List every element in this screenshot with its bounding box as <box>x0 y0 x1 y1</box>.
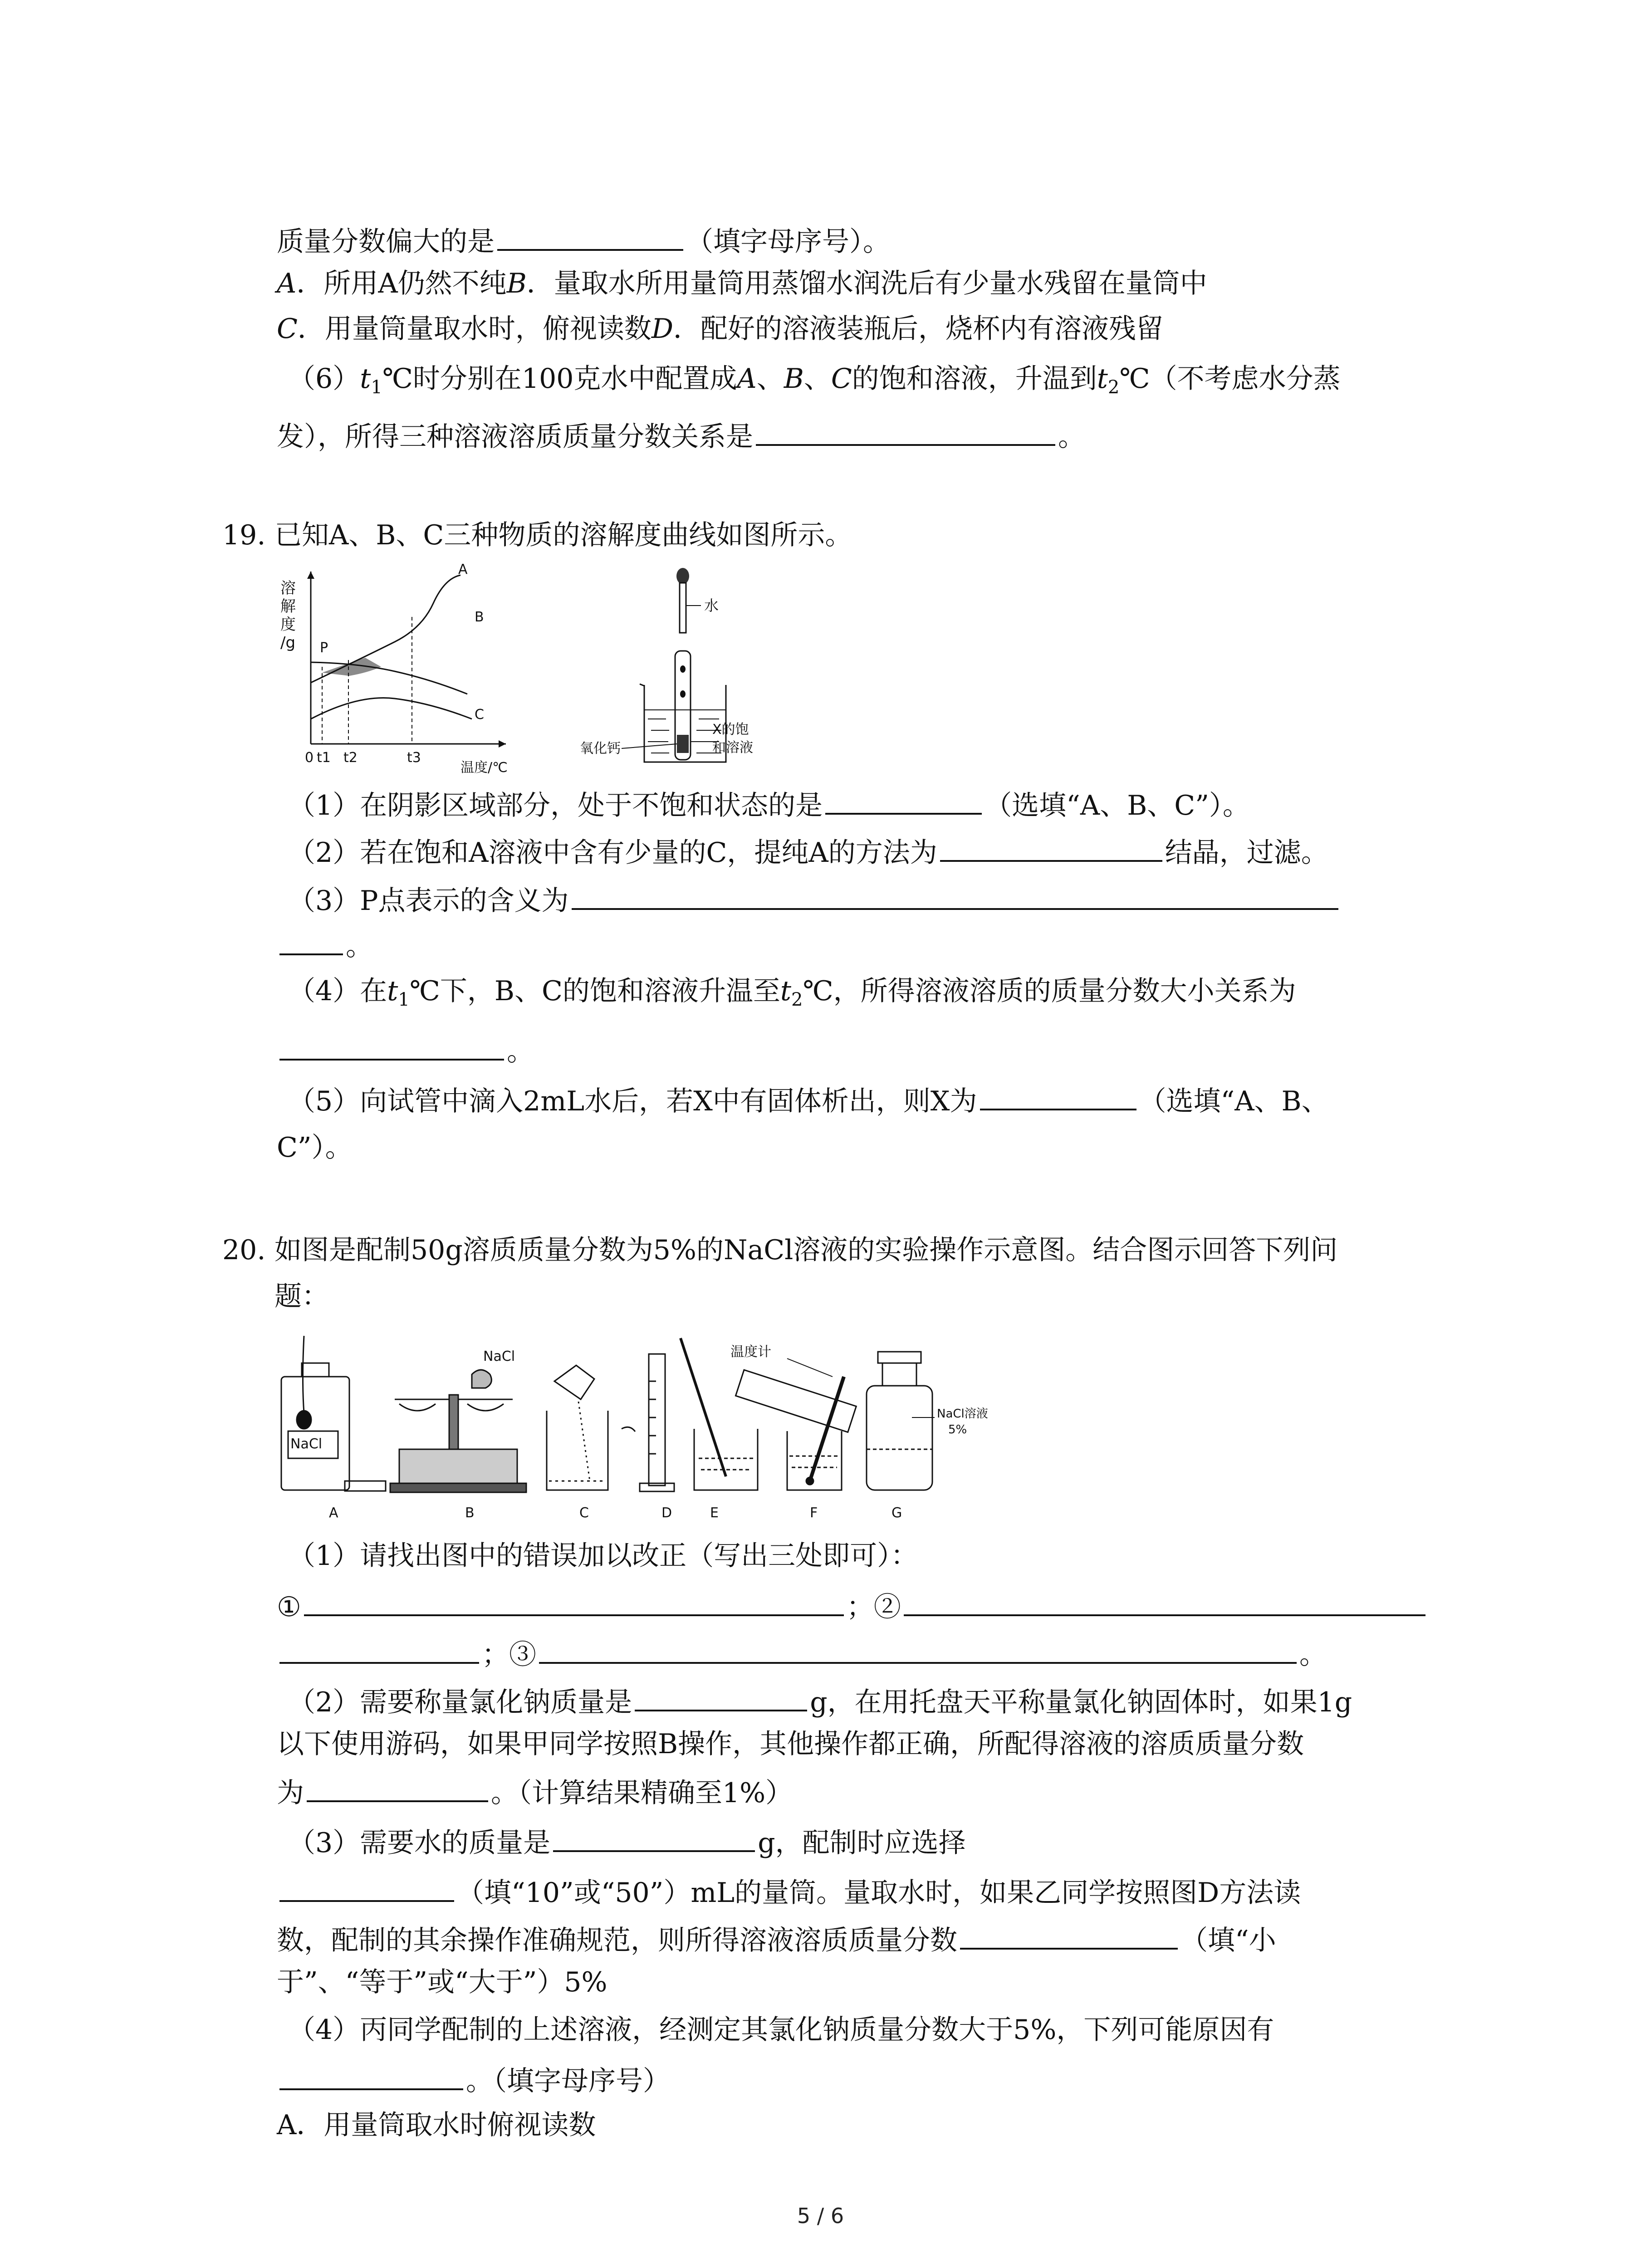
water-label: 水 <box>704 597 719 614</box>
dropper-tube <box>680 583 686 633</box>
q20-stem-line-1 <box>222 1232 1337 1268</box>
q20-3-cylinder-blank[interactable] <box>279 1871 454 1902</box>
q20-part-2-line-1: （2）需要称量氯化钠质量是 g，在用托盘天平称量氯化钠固体时，如果1g <box>288 1681 1352 1721</box>
q19-part-1: （1）在阴影区域部分，处于不饱和状态的是 （选填“A、B、C”）。 <box>288 784 1250 824</box>
fig-label-f: F <box>810 1505 818 1521</box>
correction-3-blank[interactable] <box>539 1633 1297 1664</box>
q20-part-3-line-1: （3）需要水的质量是 g，配制时应选择 <box>288 1821 966 1861</box>
q18-5-text: 质量分数偏大的是 <box>277 226 495 258</box>
graph-xlabel: 温度/℃ <box>460 760 508 776</box>
curve-c-label: C <box>475 707 484 723</box>
q20-part-1: （1）请找出图中的错误加以改正（写出三处即可）： <box>288 1540 918 1572</box>
x-label-1: X的饱 <box>712 722 749 738</box>
q19-4-answer-blank[interactable] <box>279 1030 504 1061</box>
q19-2-answer-blank[interactable] <box>940 831 1162 862</box>
graph-ylabel-4: /g <box>280 634 296 652</box>
x-label-2: 和溶液 <box>712 740 753 756</box>
q18-line-1 <box>277 220 890 260</box>
q18-options-cd: C．用量筒量取水时，俯视读数D．配好的溶液装瓶后，烧杯内有溶液残留 <box>277 313 1164 345</box>
q18-6-label: （6） <box>288 363 360 395</box>
q19-part-2: （2）若在饱和A溶液中含有少量的C，提纯A的方法为 结晶，过滤。 <box>288 831 1328 871</box>
q18-5-tail: （填字母序号）。 <box>686 226 890 258</box>
graph-point-p: P <box>320 640 328 656</box>
q19-part-4: （4）在$t_1℃$下，B、C的饱和溶液升温至$t_2℃$，所得溶液溶质的质量分数大小关系为 <box>288 975 1296 1010</box>
q20-part-3-line-2: （填“10”或“50”）mL的量筒。量取水时，如果乙同学按照图D方法读 <box>277 1871 1301 1911</box>
dropper-beaker-figure <box>576 562 771 771</box>
graph-origin: 0 <box>305 750 314 766</box>
tick-t1: t1 <box>317 750 331 766</box>
fig-label-e: E <box>710 1505 719 1521</box>
q19-3-answer-blank[interactable] <box>572 879 1338 910</box>
q19-stem <box>222 517 852 553</box>
tick-t2: t2 <box>343 750 358 766</box>
q18-6-answer-blank[interactable] <box>756 415 1055 446</box>
q18-6-line-1: $(6)t_1℃$时分别在100克水中配置成A、B、C的饱和溶液，升温到$t_2℃$（不考虑水分蒸 <box>288 363 1341 398</box>
q19-part-3-cont: 。 <box>277 924 373 964</box>
fig-label-g: G <box>892 1505 902 1521</box>
option-b-text: 量取水所用量筒用蒸馏水润洗后有少量水残留在量筒中 <box>554 268 1207 299</box>
q20-part-4-line-1: （4）丙同学配制的上述溶液，经测定其氯化钠质量分数大于5%，下列可能原因有 <box>288 2014 1274 2046</box>
step-g-bottle <box>867 1352 935 1490</box>
q19-5-answer-blank[interactable] <box>980 1080 1136 1110</box>
solubility-curve-figure <box>277 562 531 780</box>
q20-option-a: A．用量筒取水时俯视读数 <box>277 2109 596 2141</box>
q20-3-compare-blank[interactable] <box>960 1919 1178 1950</box>
step-b-balance <box>390 1370 526 1492</box>
q20-part-3-line-3: 数，配制的其余操作准确规范，则所得溶液溶质质量分数 （填“小 <box>277 1919 1276 1959</box>
curve-b-label: B <box>475 609 484 625</box>
option-d-text: 配好的溶液装瓶后，烧杯内有溶液残留 <box>700 313 1164 345</box>
q20-part-2-line-2: 以下使用游码，如果甲同学按照B操作，其他操作都正确，所配得溶液的溶质质量分数 <box>277 1728 1304 1760</box>
page-number: 5 / 6 <box>797 2204 844 2228</box>
fig-nacl-balance: NaCl <box>483 1349 515 1364</box>
curve-b <box>311 662 467 694</box>
fig-nacl-jar: NaCl <box>290 1436 323 1452</box>
dropper-bulb <box>676 568 689 584</box>
option-a-text: 所用A仍然不纯 <box>323 268 507 299</box>
step-c-pour <box>547 1365 608 1490</box>
q20-part-2-line-3: 为 。（计算结果精确至1%） <box>277 1771 793 1811</box>
correction-2-blank[interactable] <box>904 1585 1425 1616</box>
q20-3-water-blank[interactable] <box>553 1821 755 1852</box>
fig-bottle-label-2: 5% <box>948 1423 967 1437</box>
curve-c <box>311 698 472 719</box>
correction-1-blank[interactable] <box>304 1585 844 1616</box>
graph-ylabel-3: 度 <box>280 616 296 634</box>
q20-stem-text: 如图是配制50g溶质质量分数为5%的NaCl溶液的实验操作示意图。结合图示回答下列问 <box>274 1234 1338 1266</box>
fig-label-d: D <box>661 1505 672 1521</box>
fig-label-a: A <box>329 1505 338 1521</box>
cao-label: 氧化钙 <box>580 741 621 757</box>
q18-options-ab: A．所用A仍然不纯B．量取水所用量筒用蒸馏水润洗后有少量水残留在量筒中 <box>277 268 1207 299</box>
graph-ylabel-1: 溶 <box>280 579 296 597</box>
q20-number: 20. <box>222 1234 266 1266</box>
q20-corrections-line-1: ① ；② <box>277 1585 1428 1625</box>
graph-ylabel-2: 解 <box>280 597 296 616</box>
option-c-text: 用量筒量取水时，俯视读数 <box>324 313 652 345</box>
curve-a-label: A <box>458 562 468 577</box>
q19-part-5-cont: C”）。 <box>277 1132 353 1163</box>
fig-thermometer: 温度计 <box>730 1344 771 1360</box>
experiment-steps-figure <box>277 1327 1057 1526</box>
q20-4-answer-blank[interactable] <box>279 2059 463 2090</box>
curve-a <box>311 575 460 683</box>
q18-6-line-2: 发），所得三种溶液溶质质量分数关系是 。 <box>277 415 1085 455</box>
step-f-beaker-thermometer <box>787 1359 844 1490</box>
q19-3-answer-blank-cont[interactable] <box>279 924 343 955</box>
tick-t3: t3 <box>407 750 421 766</box>
q20-stem-line-2: 题： <box>274 1281 329 1312</box>
fig-label-b: B <box>465 1505 475 1521</box>
q19-number: 19. <box>222 519 266 551</box>
q20-2-fraction-blank[interactable] <box>307 1771 488 1802</box>
q20-2-mass-blank[interactable] <box>635 1681 807 1711</box>
q19-1-answer-blank[interactable] <box>825 784 982 815</box>
q20-part-4-line-2: 。（填字母序号） <box>277 2059 670 2099</box>
q19-part-4-cont: 。 <box>277 1030 534 1070</box>
fig-label-c: C <box>579 1505 589 1521</box>
step-d-cylinder <box>622 1354 674 1491</box>
q19-part-5: （5）向试管中滴入2mL水后，若X中有固体析出，则X为 （选填“A、B、 <box>288 1080 1329 1119</box>
step-a-jar <box>281 1336 386 1491</box>
q19-stem-text: 已知A、B、C三种物质的溶解度曲线如图所示。 <box>274 519 852 551</box>
q20-corrections-line-2: ；③ 。 <box>277 1633 1327 1673</box>
correction-2-blank-cont[interactable] <box>279 1633 479 1664</box>
q18-5-answer-blank[interactable] <box>497 220 683 251</box>
q20-part-3-line-4: 于”、“等于”或“大于”）5% <box>277 1966 607 1998</box>
q19-part-3: （3）P点表示的含义为 <box>288 879 1341 919</box>
fig-bottle-label-1: NaCl溶液 <box>937 1407 988 1421</box>
